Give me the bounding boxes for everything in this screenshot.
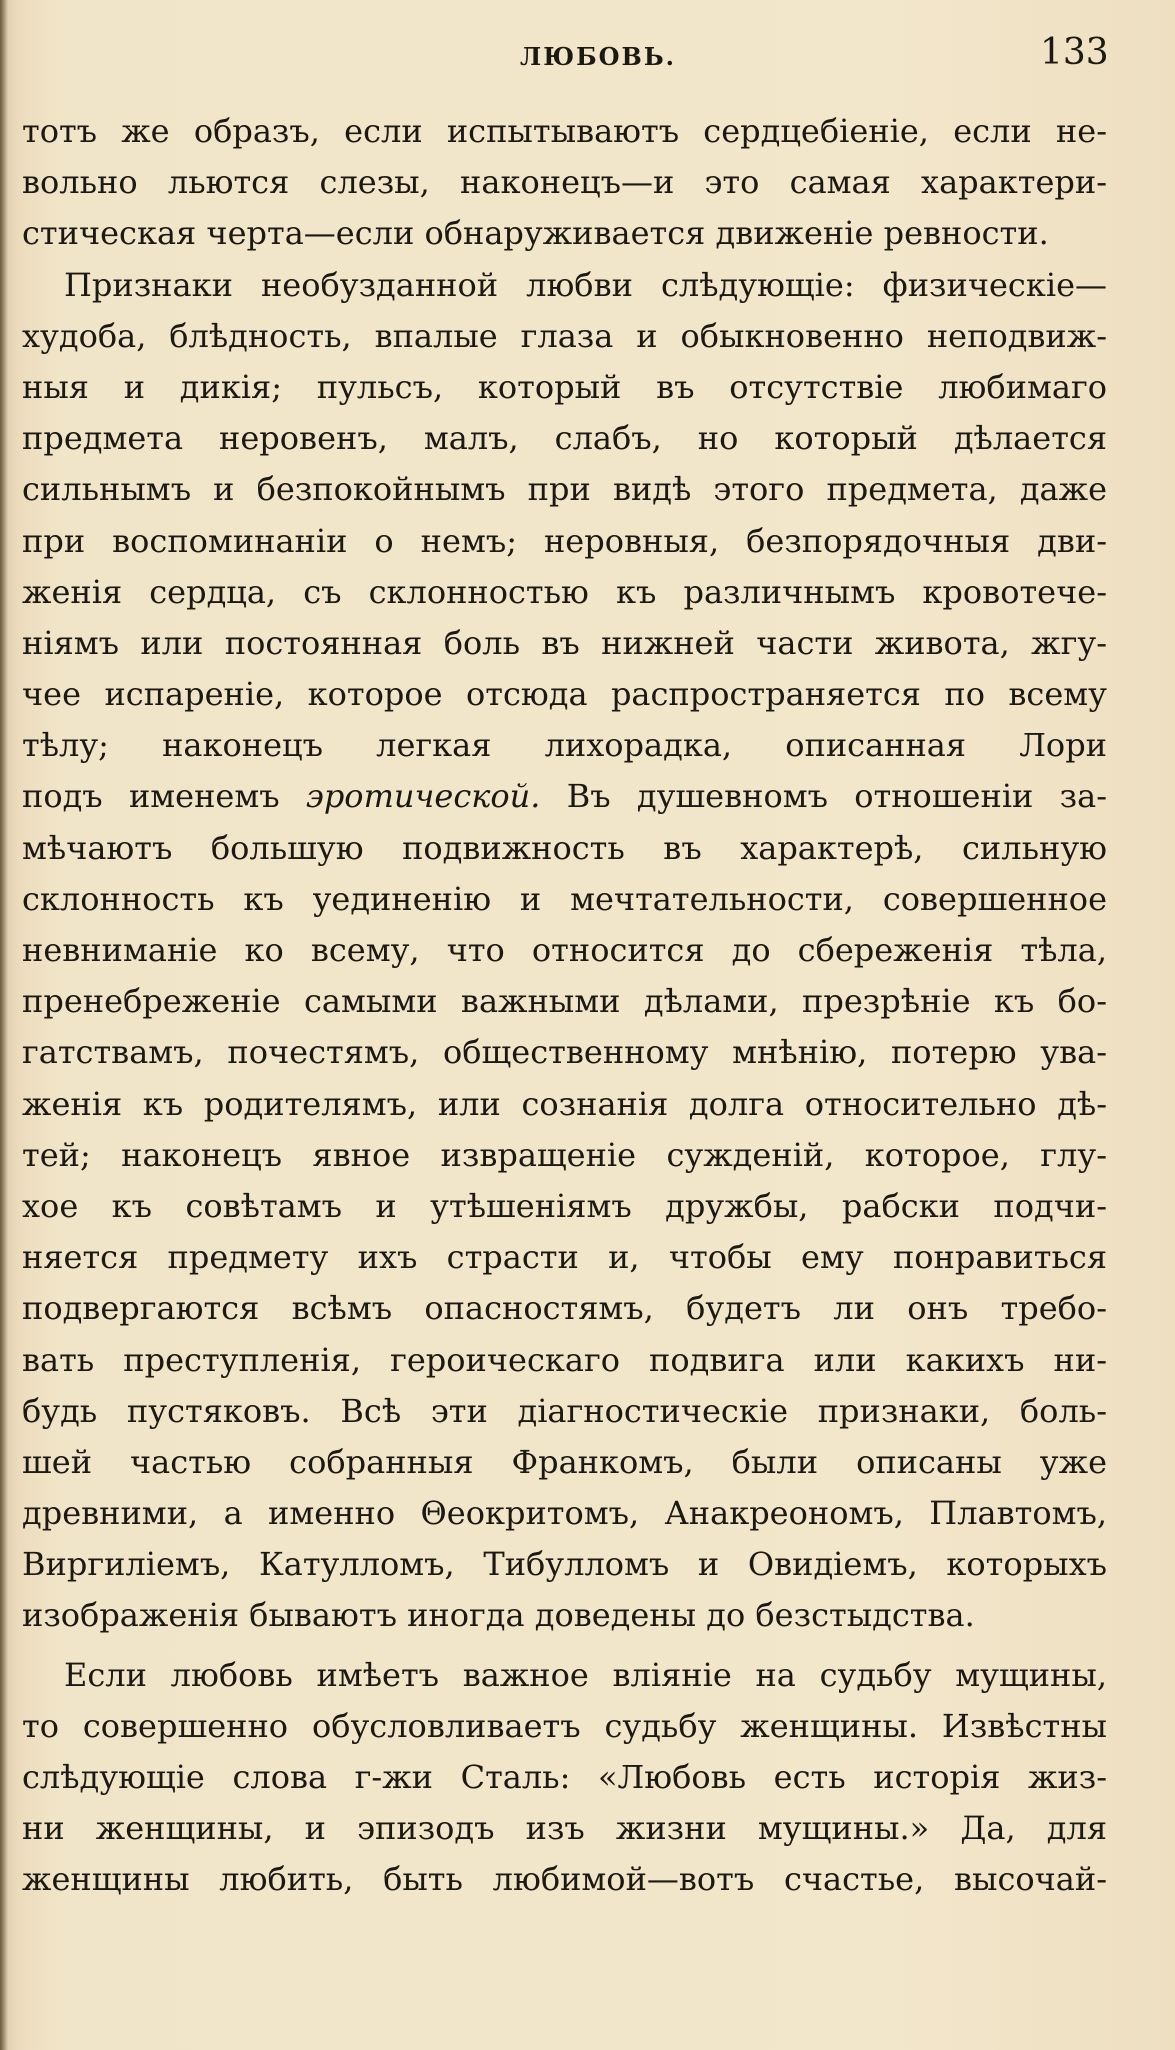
text-line: изображенія бываютъ иногда доведены до безстыдства.	[22, 1596, 975, 1635]
line-prefix: подъ именемъ	[22, 777, 306, 816]
text-line: тей; наконецъ явное извращеніе сужденій, которое, глу-	[22, 1135, 1107, 1174]
text-line: подвергаются всѣмъ опасностямъ, будетъ ли онъ требо-	[22, 1289, 1107, 1328]
text-line: тотъ же образъ, если испытываютъ сердцебіеніе, если не-	[22, 112, 1107, 150]
italic-term: эротической.	[305, 777, 541, 816]
text-line: предмета неровенъ, малъ, слабъ, но который дѣлается	[22, 419, 1107, 458]
paragraph-start-line: Признаки необузданной любви слѣдующіе: физическіе—	[64, 265, 1107, 304]
line-suffix: Въ душевномъ отношеніи за-	[540, 777, 1107, 816]
spine-shadow	[0, 0, 8, 2050]
text-line: склонность къ уединенію и мечтательности, совершенное	[22, 879, 1107, 918]
text-line: худоба, блѣдность, впалые глаза и обыкновенно неподвиж-	[22, 316, 1107, 355]
text-line: слѣдующіе слова г-жи Сталь: «Любовь есть исторія жиз-	[22, 1758, 1107, 1796]
text-line: вольно льются слезы, наконецъ—и это самая характери-	[22, 163, 1107, 202]
running-head	[0, 30, 1175, 80]
text-line: будь пустяковъ. Всѣ эти діагностическіе признаки, боль-	[22, 1391, 1107, 1430]
text-line: вать преступленія, героическаго подвига или какихъ ни-	[22, 1340, 1107, 1379]
paragraph-start-line: Если любовь имѣетъ важное вліяніе на судьбу мущины,	[64, 1655, 1107, 1694]
text-line: древними, а именно Θеокритомъ, Анакреономъ, Плавтомъ,	[22, 1494, 1107, 1533]
text-line: женщины любить, быть любимой—вотъ счастье, высочай-	[22, 1860, 1107, 1899]
text-line: женія сердца, съ склонностью къ различнымъ кровотече-	[22, 572, 1107, 611]
text-line: шей частью собранныя Франкомъ, были описаны уже	[22, 1442, 1107, 1481]
body-text	[22, 106, 1107, 1906]
text-line: мѣчаютъ большую подвижность въ характерѣ, сильную	[22, 828, 1107, 867]
text-line: то совершенно обусловливаетъ судьбу женщины. Извѣстны	[22, 1706, 1107, 1745]
text-line: ни женщины, и эпизодъ изъ жизни мущины.» Да, для	[22, 1809, 1107, 1848]
text-line: невниманіе ко всему, что относится до сбереженія тѣла,	[22, 931, 1107, 969]
page-number: 133	[1040, 32, 1109, 73]
text-line: чее испареніе, которое отсюда распространяется по всему	[22, 675, 1107, 714]
text-line: пренебреженіе самыми важными дѣлами, презрѣніе къ бо-	[22, 982, 1107, 1021]
text-line: женія къ родителямъ, или сознанія долга относительно дѣ-	[22, 1084, 1107, 1123]
text-line: при воспоминаніи о немъ; неровныя, безпорядочныя дви-	[22, 521, 1107, 560]
running-title: ЛЮБОВЬ.	[520, 42, 676, 71]
text-line: ніямъ или постоянная боль въ нижней части живота, жгу-	[22, 623, 1107, 662]
text-line: ныя и дикія; пульсъ, который въ отсутствіе любимаго	[22, 367, 1107, 406]
text-line: хое къ совѣтамъ и утѣшеніямъ дружбы, рабски подчи-	[22, 1186, 1107, 1225]
text-line: гатствамъ, почестямъ, общественному мнѣнію, потерю ува-	[22, 1033, 1107, 1072]
text-line: Виргиліемъ, Катулломъ, Тибулломъ и Овидіемъ, которыхъ	[22, 1545, 1107, 1584]
text-line: тѣлу; наконецъ легкая лихорадка, описанная Лори	[22, 726, 1107, 765]
text-line-with-italic	[22, 771, 1107, 822]
text-line: сильнымъ и безпокойнымъ при видѣ этого предмета, даже	[22, 470, 1107, 509]
text-line: стическая черта—если обнаруживается движеніе ревности.	[22, 214, 1049, 253]
text-line: няется предмету ихъ страсти и, чтобы ему понравиться	[22, 1238, 1107, 1277]
